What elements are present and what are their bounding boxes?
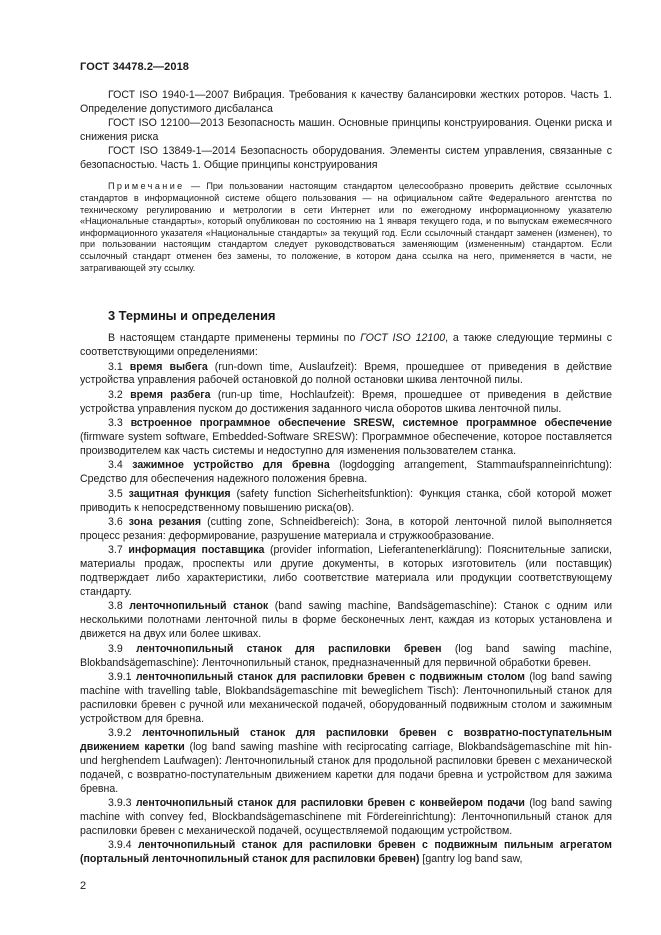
note-label: Примечание [108,181,185,192]
term-entry [80,839,612,867]
term-entry [80,544,612,600]
term-entry [80,417,612,459]
term-name: ленточнопильный станок для распиловки бревен с возвратно-поступательным движением каретки [80,727,612,753]
term-entry [80,600,612,642]
term-number: 3.9.2 [108,727,132,740]
term-name: зажимное устройство для бревна [132,459,330,472]
term-number: 3.3 [108,417,123,430]
term-entry [80,459,612,487]
reference-item: ГОСТ ISO 1940-1—2007 Вибрация. Требования к качеству балансировки жестких роторов. Часть 1. Определение допустимого дисбаланса [80,89,612,115]
term-number: 3.9.4 [108,839,132,852]
term-entry [80,671,612,727]
normative-references [80,89,612,172]
term-definition: (run-up time, Hochlaufzeit): Время, прошедшее от приведения в действие устройства управления пуском до достижения заданного числа оборотов шкива ленточной пилы. [80,388,612,415]
intro-text-after: , а также следующие термины с соответствующими определениями: [80,332,613,359]
intro-paragraph [80,332,612,360]
term-name: ленточнопильный станок [129,600,269,613]
term-entry [80,488,612,516]
term-definition: (provider information, Lieferantenerklärung): Пояснительные записки, материалы продаж, проспекты или другие документы, в которых изготовитель (или поставщик) подтверждает либо характеристики, либо соответствие материала или продукции соответствующему стандарту. [80,544,612,598]
section-title: 3 Термины и определения [108,308,276,324]
term-definition: (run-down time, Auslaufzeit): Время, прошедшее от приведения в действие устройства управления рабочей остановкой до полной остановки шкива ленточной пилы. [80,360,612,387]
intro-text-before: В настоящем стандарте применены термины по [108,332,361,345]
term-definition: (cutting zone, Schneidbereich): Зона, в которой ленточной пилой выполняется процесс резания: деформирование, разрушение материала и стружкообразование. [80,515,612,542]
page-number: 2 [80,880,87,892]
term-number: 3.5 [108,487,123,500]
term-name: зона резания [128,515,202,528]
term-name: время выбега [129,360,208,373]
term-number: 3.2 [108,388,123,401]
term-number: 3.8 [108,600,123,613]
term-definition: (log band sawing mashine with reciprocating carriage, Blokbandsägemaschine mit hin- und herghendem Laufwagen): Ленточнопильный станок для продольной распиловки бревен с механической подачей, с возвратно-поступательным движением каретки для подачи бревна и устройством для зажима бревна. [80,740,612,795]
intro-ref: ГОСТ ISO 12100 [360,332,446,345]
term-entry [80,797,612,839]
reference-item: ГОСТ ISO 13849-1—2014 Безопасность оборудования. Элементы систем управления, связанные с безопасностью. Часть 1. Общие принципы конструирования [80,144,612,171]
note-block [80,181,612,274]
term-name: ленточнопильный станок для распиловки бревен с подвижным столом [135,670,525,683]
term-definition: (log band sawing machine with convey fed, Blockbandsägemaschinene mit Fördereinrichtung): Ленточнопильный станок для распиловки бревен с механической подачей, осуществляемой подающим устройством. [80,797,612,837]
term-entry [80,516,612,544]
term-entry [80,389,612,417]
term-name: ленточнопильный станок для распиловки бревен с подвижным пильным агрегатом (портальный ленточнопильный станок для распиловки бревен) [80,839,612,866]
note-text: — При пользовании настоящим стандартом целесообразно проверить действие ссылочных стандартов в информационной системе общего пользования — на официальном сайте Федерального агентства по техническому регулированию и метрологии в сети Интернет или по ежегодному информационному указателю «Национальные стандарты», который опубликован по состоянию на 1 января текущего года, и по выпускам ежемесячного информационного указателя «Национальные стандарты» за текущий год. Если ссылочный стандарт заменен (изменен), то при пользовании настоящим стандартом следует руководствоваться заменяющим (измененным) стандартом. Если ссылочный стандарт отменен без замены, то положение, в котором дана ссылка на него, применяется в части, не затрагивающей эту ссылку. [80,181,612,273]
document-code-header: ГОСТ 34478.2—2018 [80,61,190,73]
term-name: ленточнопильный станок для распиловки бревен [136,642,442,655]
term-number: 3.1 [108,360,123,373]
term-definition: (log band sawing machine with travelling table, Blokbandsägemaschine mit beweglichem Tisch): Ленточнопильный станок для распиловки бревен с ручной или механической подачей, оборудованный подвижным столом и зажимным устройством для бревна. [80,670,613,725]
term-entry [80,643,612,671]
term-entry [80,361,612,389]
term-number: 3.6 [108,515,123,528]
reference-item: ГОСТ ISO 12100—2013 Безопасность машин. Основные принципы конструирования. Оценки риска и снижения риска [80,116,612,143]
term-number: 3.9.3 [108,797,132,810]
term-definition: (firmware system software, Embedded-Software SRESW): Программное обеспечение, которое поставляется производителем как часть системы и недоступно для изменения пользователем станка. [80,431,612,457]
term-name: информация поставщика [128,544,265,557]
term-definition: (logdogging arrangement, Stammaufspanneinrichtung): Средство для обеспечения надежного положения бревна. [80,459,612,486]
term-name: время разбега [130,388,211,401]
term-number: 3.4 [108,459,123,472]
term-name: ленточнопильный станок для распиловки бревен с конвейером подачи [135,797,525,810]
term-number: 3.7 [108,544,123,557]
term-number: 3.9 [108,642,123,655]
term-name: защитная функция [128,487,231,500]
term-definition: (band sawing machine, Bandsägemaschine): Станок с одним или несколькими полотнами ленточной пилы в форме бесконечных лент, каждая из которых установлена и движется на двух или более шкивах. [80,600,612,641]
term-number: 3.9.1 [108,670,132,683]
terms-list [80,332,612,867]
term-definition: (log band sawing machine, Blokbandsägemaschine): Ленточнопильный станок, предназначенный для первичной обработки бревен. [80,642,612,669]
term-entry [80,727,612,797]
term-definition: (safety function Sicherheitsfunktion): Функция станка, сбой которой может приводить к непосредственному повышению риска(ов). [80,487,612,514]
term-definition: [gantry log band saw, [419,853,523,866]
term-name: встроенное программное обеспечение SRESW, системное программное обеспечение [130,417,612,430]
page-content [80,89,612,867]
